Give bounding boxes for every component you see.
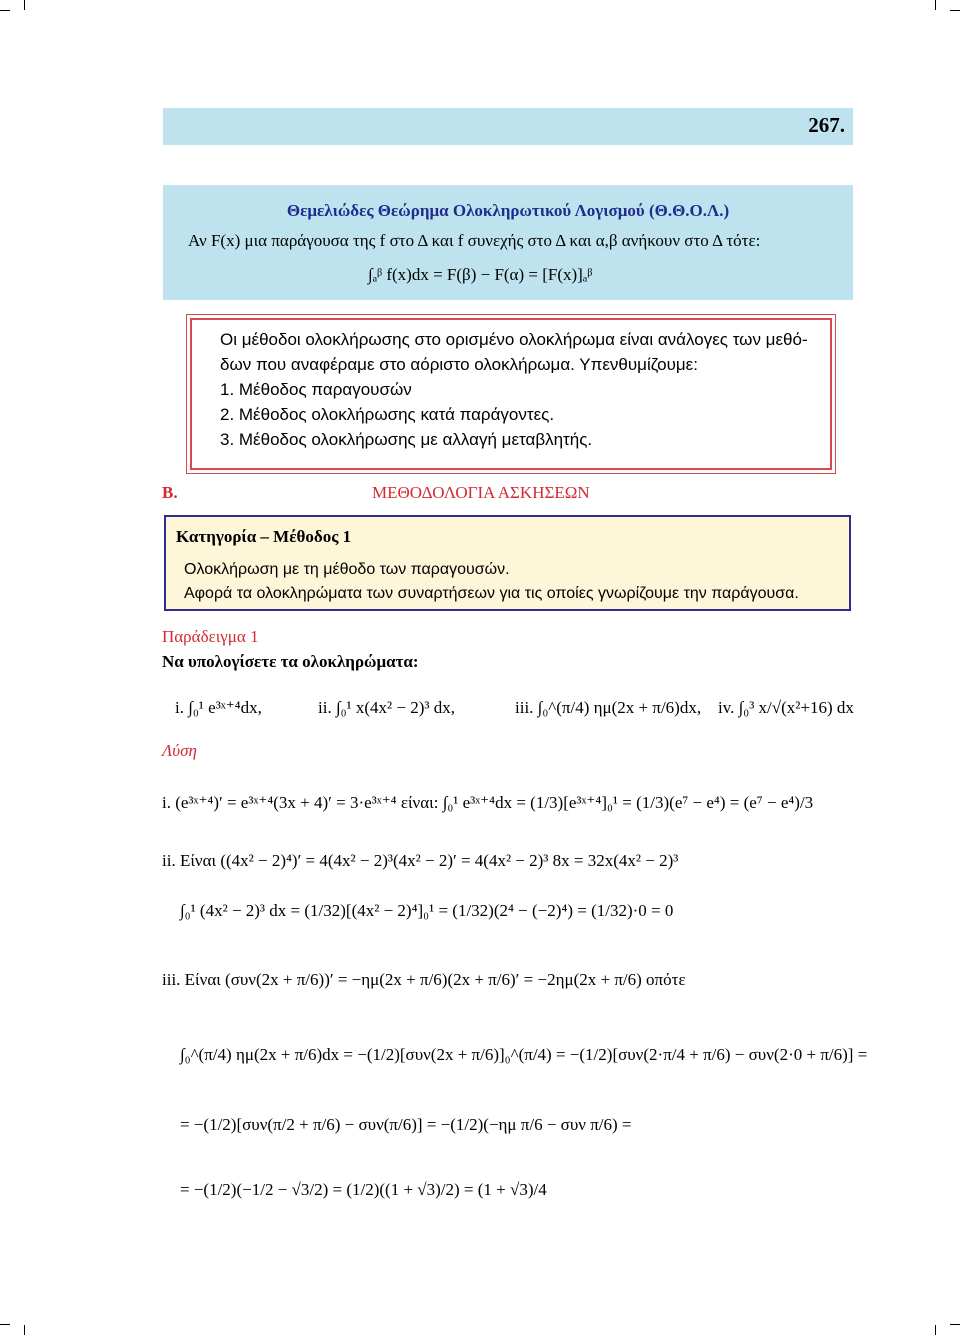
solution-line-iii: = −(1/2)[συν(π/2 + π/6) − συν(π/6)] = −(1/2)(−ημ π/6 − συν π/6) = (180, 1115, 632, 1134)
crop-mark (935, 0, 936, 10)
theorem-box (163, 185, 853, 300)
solution-line-iii: ∫₀^(π/4) ημ(2x + π/6)dx = −(1/2)[συν(2x + π/6)]₀^(π/4) = −(1/2)[συν(2·π/4 + π/6) − συν(2·0 + π/6)] = (180, 1045, 868, 1064)
methods-intro-line: δων που αναφέραμε στο αόριστο ολοκλήρωμα. Υπενθυμίζουμε: (220, 355, 698, 374)
methods-intro-line: Οι μέθοδοι ολοκλήρωσης στο ορισμένο ολοκλήρωμα είναι ανάλογες των μεθό- (220, 330, 808, 349)
example-title: Παράδειγμα 1 (162, 627, 259, 646)
solution-label: Λύση (162, 741, 197, 760)
solution-line-iii: = −(1/2)(−1/2 − √3/2) = (1/2)((1 + √3)/2) = (1 + √3)/4 (180, 1180, 547, 1199)
theorem-formula: ∫ₐᵝ f(x)dx = F(β) − F(α) = [F(x)]ₐᵝ (368, 265, 593, 284)
page-header-bar (163, 108, 853, 145)
method-item: 3. Μέθοδος ολοκλήρωσης με αλλαγή μεταβλητής. (220, 430, 593, 449)
crop-mark (0, 10, 10, 11)
solution-line-i: i. (e³ˣ⁺⁴)′ = e³ˣ⁺⁴(3x + 4)′ = 3·e³ˣ⁺⁴ είναι: ∫₀¹ e³ˣ⁺⁴dx = (1/3)[e³ˣ⁺⁴]₀¹ = (1/3)(e⁷ − e⁴) = (e⁷ − e⁴)/3 (162, 793, 814, 812)
crop-mark (950, 1324, 960, 1325)
example-item-ii: ii. ∫₀¹ x(4x² − 2)³ dx, (318, 698, 455, 717)
solution-line-ii: ii. Είναι ((4x² − 2)⁴)′ = 4(4x² − 2)³(4x² − 2)′ = 4(4x² − 2)³ 8x = 32x(4x² − 2)³ (162, 851, 679, 870)
category-box (164, 515, 851, 611)
crop-mark (0, 1324, 10, 1325)
crop-mark (24, 0, 25, 10)
category-line: Ολοκλήρωση με τη μέθοδο των παραγουσών. (184, 561, 510, 578)
methods-box (190, 318, 832, 470)
crop-mark (950, 10, 960, 11)
example-item-iv: iv. ∫₀³ x/√(x²+16) dx (718, 698, 854, 717)
theorem-title: Θεμελιώδες Θεώρημα Ολοκληρωτικού Λογισμού (Θ.Θ.Ο.Λ.) (286, 201, 730, 220)
example-task: Να υπολογίσετε τα ολοκληρώματα: (162, 652, 419, 671)
category-title: Κατηγορία – Μέθοδος 1 (176, 527, 352, 546)
crop-mark (935, 1325, 936, 1335)
solution-line-iii: iii. Είναι (συν(2x + π/6))′ = −ημ(2x + π/6)(2x + π/6)′ = −2ημ(2x + π/6) οπότε (162, 970, 686, 989)
method-item: 2. Μέθοδος ολοκλήρωσης κατά παράγοντες. (220, 405, 555, 424)
page-number: 267. (808, 113, 845, 137)
section-title: ΜΕΘΟΔΟΛΟΓΙΑ ΑΣΚΗΣΕΩΝ (372, 483, 590, 502)
solution-line-ii: ∫₀¹ (4x² − 2)³ dx = (1/32)[(4x² − 2)⁴]₀¹ = (1/32)(2⁴ − (−2)⁴) = (1/32)·0 = 0 (180, 901, 674, 920)
example-item-iii: iii. ∫₀^(π/4) ημ(2x + π/6)dx, (515, 698, 702, 717)
example-item-i: i. ∫₀¹ e³ˣ⁺⁴dx, (175, 698, 262, 717)
crop-mark (24, 1325, 25, 1335)
section-letter: Β. (162, 483, 178, 502)
method-item: 1. Μέθοδος παραγουσών (220, 380, 412, 399)
theorem-text: Αν F(x) μια παράγουσα της f στο Δ και f συνεχής στο Δ και α,β ανήκουν στο Δ τότε: (188, 231, 761, 250)
category-line: Αφορά τα ολοκληρώματα των συναρτήσεων για τις οποίες γνωρίζουμε την παράγουσα. (184, 585, 799, 602)
